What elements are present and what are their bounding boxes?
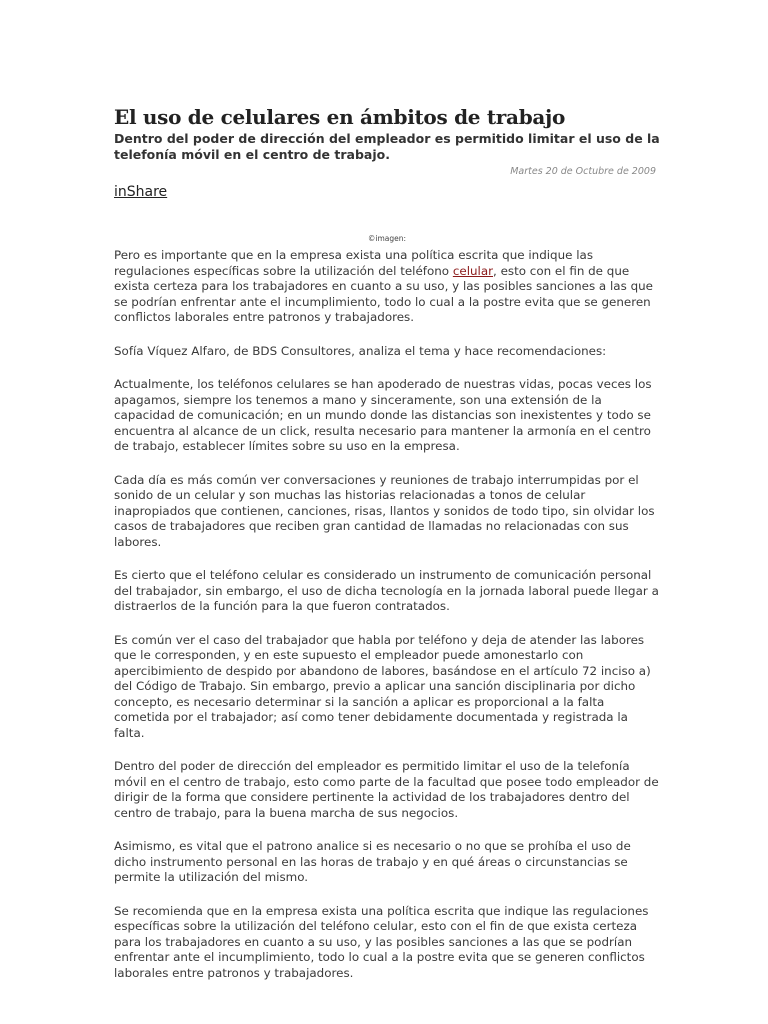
paragraph: Es común ver el caso del trabajador que habla por teléfono y deja de atender las labores que le corresponden, y en este supuesto el empleador puede amonestarlo con apercibimiento de despido por abandono de labores, basándose en el artículo 72 inciso a) del Código de Trabajo. Sin embargo, previo a aplicar una sanción disciplinaria por dicho concepto, es necesario determinar si la sanción a aplicar es proporcional a la falta cometida por el trabajador; así como tener debidamente documentada y registrada la falta. [114, 632, 651, 740]
paragraph [114, 248, 660, 326]
article-title: El uso de celulares en ámbitos de trabajo [114, 105, 566, 129]
article-subtitle: Dentro del poder de dirección del empleador es permitido limitar el uso de la telefonía móvil en el centro de trabajo. [114, 131, 660, 162]
paragraph: Dentro del poder de dirección del empleador es permitido limitar el uso de la telefonía móvil en el centro de trabajo, esto como parte de la facultad que posee todo empleador de dirigir de la forma que considere pertinente la actividad de los trabajadores dentro del centro de trabajo, para la buena marcha de sus negocios. [114, 759, 659, 820]
article [114, 104, 660, 999]
paragraph-text: , esto con el fin de que exista certeza para los trabajadores en cuanto a su uso, y las posibles sanciones a las que se podrían enfrentar ante el incumplimiento, todo lo cual a la postre evita que se generen conflictos laborales entre patronos y trabajadores. [114, 263, 653, 324]
image-caption: ©imagen: [367, 234, 407, 243]
paragraph: Actualmente, los teléfonos celulares se han apoderado de nuestras vidas, pocas veces los apagamos, siempre los tenemos a mano y sinceramente, son una extensión de la capacidad de comunicación; en un mundo donde las distancias son inexistentes y todo se encuentra al alcance de un click, resulta necesario para mantener la armonía en el centro de trabajo, establecer límites sobre su uso en la empresa. [114, 377, 652, 453]
article-body [114, 248, 660, 981]
paragraph-text: Pero es importante que en la empresa exista una política escrita que indique las regulaciones específicas sobre la utilización del teléfono [114, 248, 594, 278]
linkedin-share-button[interactable]: inShare [114, 184, 168, 200]
article-date: Martes 20 de Octubre de 2009 [510, 166, 656, 177]
paragraph: Asimismo, es vital que el patrono analice si es necesario o no que se prohíba el uso de dicho instrumento personal en las horas de trabajo y en qué áreas o circunstancias se permite la utilización del mismo. [114, 839, 631, 884]
paragraph: Es cierto que el teléfono celular es considerado un instrumento de comunicación personal del trabajador, sin embargo, el uso de dicha tecnología en la jornada laboral puede llegar a distraerlos de la función para la que fueron contratados. [114, 568, 659, 613]
paragraph: Cada día es más común ver conversaciones y reuniones de trabajo interrumpidas por el sonido de un celular y son muchas las historias relacionadas a tonos de celular inapropiados que contienen, canciones, risas, llantos y sonidos de todo tipo, sin olvidar los casos de trabajadores que reciben gran cantidad de llamadas no relacionadas con sus labores. [114, 472, 655, 549]
celular-link[interactable]: celular [452, 263, 494, 278]
paragraph: Sofía Víquez Alfaro, de BDS Consultores, analiza el tema y hace recomendaciones: [114, 343, 607, 358]
paragraph: Se recomienda que en la empresa exista una política escrita que indique las regulaciones específicas sobre la utilización del teléfono celular, esto con el fin de que exista certeza para los trabajadores en cuanto a su uso, y las posibles sanciones a las que se podrían enfrentar ante el incumplimiento, todo lo cual a la postre evita que se generen conflictos laborales entre patronos y trabajadores. [114, 903, 649, 980]
